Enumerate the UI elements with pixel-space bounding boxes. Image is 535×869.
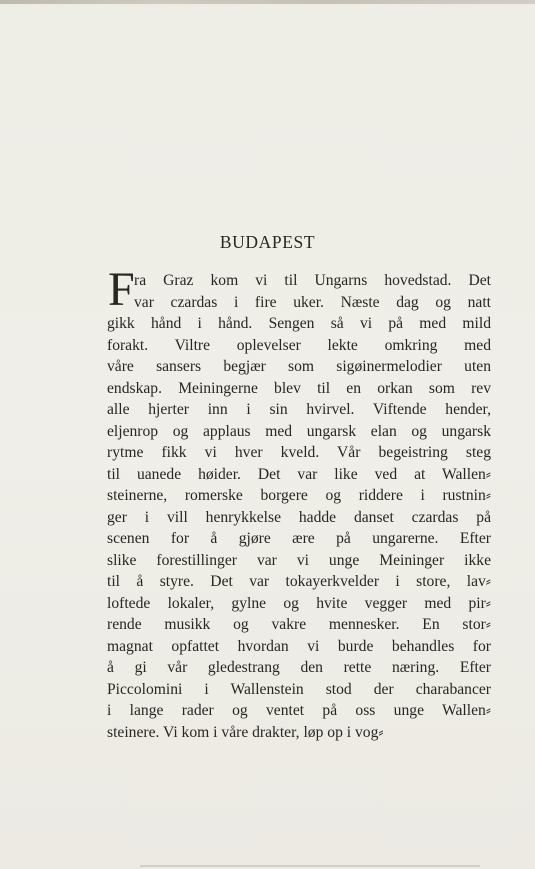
text-line: magnat opfattet hvordan vi burde behandles for [107, 637, 491, 655]
text-line: ra Graz kom vi til Ungarns hovedstad. Det [134, 272, 491, 289]
text-line: ger i vill henrykkelse hadde danset czardas på [107, 508, 491, 526]
body-text [107, 263, 491, 743]
text-line: i lange rader og ventet på oss unge Wallen⸗ [107, 702, 491, 719]
text-line: til uanede høider. Det var like ved at Wallen⸗ [107, 465, 491, 483]
drop-cap: F [108, 263, 135, 316]
page-bottom-edge [140, 865, 480, 867]
text-line: scenen for å gjøre ære på ungarerne. Efter [107, 530, 491, 547]
text-line: eljenrop og applaus med ungarsk elan og ungarsk [107, 422, 491, 440]
text-line: loftede lokaler, gylne og hvite vegger med pir⸗ [107, 594, 491, 612]
text-line: steinerne, romerske borgere og riddere i rustnin⸗ [107, 487, 491, 504]
chapter-heading: BUDAPEST [219, 232, 316, 252]
text-line: rytme fikk vi hver kveld. Vår begeistring steg [107, 444, 491, 461]
text-line: endskap. Meiningerne blev til en orkan som rev [107, 379, 491, 397]
text-line: til å styre. Det var tokayerkvelder i store, lav⸗ [107, 573, 491, 590]
text-line: var czardas i fire uker. Næste dag og natt [134, 293, 491, 311]
page-top-edge [0, 0, 535, 4]
text-line: Piccolomini i Wallenstein stod der charabancer [107, 680, 491, 698]
text-line: gikk hånd i hånd. Sengen så vi på med mild [107, 315, 491, 332]
text-line: våre sansers begjær som sigøinermelodier uten [107, 358, 491, 375]
text-line: alle hjerter inn i sin hvirvel. Viftende hender, [107, 401, 491, 418]
text-line: å gi vår gledestrang den rette næring. Efter [107, 659, 491, 676]
text-line: slike forestillinger var vi unge Meininger ikke [107, 551, 491, 569]
text-line: rende musikk og vakre mennesker. En stor⸗ [107, 616, 491, 633]
text-line: forakt. Viltre oplevelser lekte omkring med [107, 336, 491, 354]
text-line: steinere. Vi kom i våre drakter, løp op i vog⸗ [107, 723, 384, 741]
